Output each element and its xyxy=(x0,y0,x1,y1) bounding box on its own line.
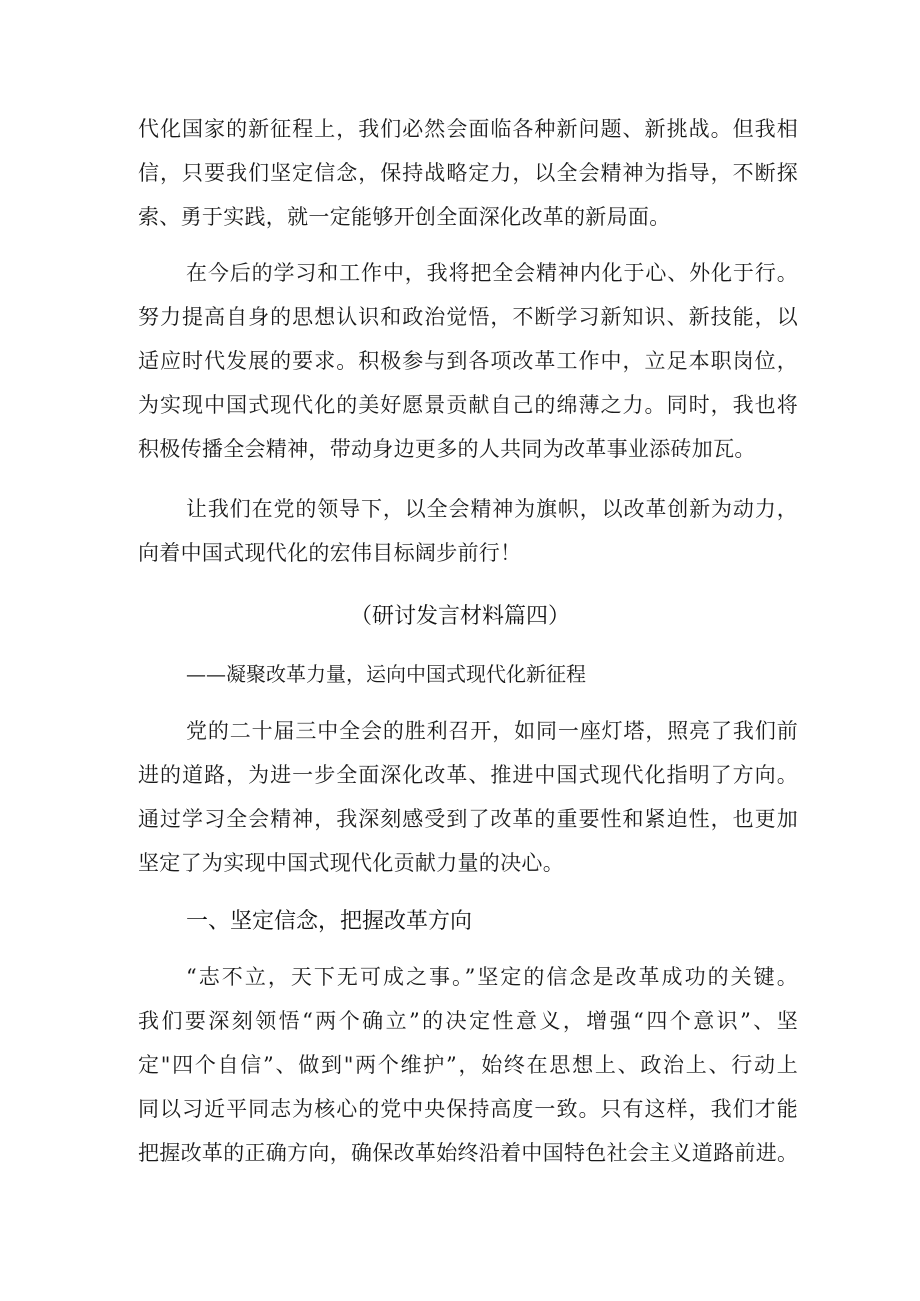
paragraph-line: 适应时代发展的要求。积极参与到各项改革工作中，立足本职岗位， xyxy=(138,349,798,373)
paragraph-line: 向着中国式现代化的宏伟目标阔步前行！ xyxy=(138,541,522,565)
section-heading: 一、坚定信念，把握改革方向 xyxy=(186,909,473,934)
paragraph-line: 信，只要我们坚定信念，保持战略定力，以全会精神为指导，不断探 xyxy=(138,161,798,185)
paragraph-line: 坚定了为实现中国式现代化贡献力量的决心。 xyxy=(138,851,564,875)
paragraph-line: 努力提高自身的思想认识和政治觉悟，不断学习新知识、新技能，以 xyxy=(138,305,798,329)
paragraph-line: 定"四个自信”、做到"两个维护”，始终在思想上、政治上、行动上 xyxy=(138,1053,798,1077)
paragraph-line: 进的道路，为进一步全面深化改革、推进中国式现代化指明了方向。 xyxy=(138,763,798,787)
paragraph-line: 代化国家的新征程上，我们必然会面临各种新问题、新挑战。但我相 xyxy=(138,117,798,141)
paragraph-line: 让我们在党的领导下，以全会精神为旗帜，以改革创新为动力， xyxy=(186,497,798,521)
paragraph-line: 党的二十届三中全会的胜利召开，如同一座灯塔，照亮了我们前 xyxy=(186,719,798,743)
paragraph-line: 同以习近平同志为核心的党中央保持高度一致。只有这样，我们才能 xyxy=(138,1097,798,1121)
subtitle: ——凝聚改革力量，运向中国式现代化新征程 xyxy=(186,662,586,686)
paragraph-line: 索、勇于实践，就一定能够开创全面深化改革的新局面。 xyxy=(138,205,671,229)
paragraph-line: 把握改革的正确方向，确保改革始终沿着中国特色社会主义道路前进。 xyxy=(138,1141,799,1165)
paragraph-line: “志不立，天下无可成之事。”坚定的信念是改革成功的关键。 xyxy=(186,965,798,989)
paragraph-line: 积极传播全会精神，带动身边更多的人共同为改革事业添砖加瓦。 xyxy=(138,437,756,461)
paragraph-line: 在今后的学习和工作中，我将把全会精神内化于心、外化于行。 xyxy=(186,261,798,285)
section-title: （研讨发言材料篇四） xyxy=(349,604,570,629)
paragraph-line: 为实现中国式现代化的美好愿景贡献自己的绵薄之力。同时，我也将 xyxy=(138,393,798,417)
paragraph-line: 我们要深刻领悟“两个确立”的决定性意义，增强“四个意识”、坚 xyxy=(138,1009,798,1033)
paragraph-line: 通过学习全会精神，我深刻感受到了改革的重要性和紧迫性，也更加 xyxy=(138,807,798,831)
